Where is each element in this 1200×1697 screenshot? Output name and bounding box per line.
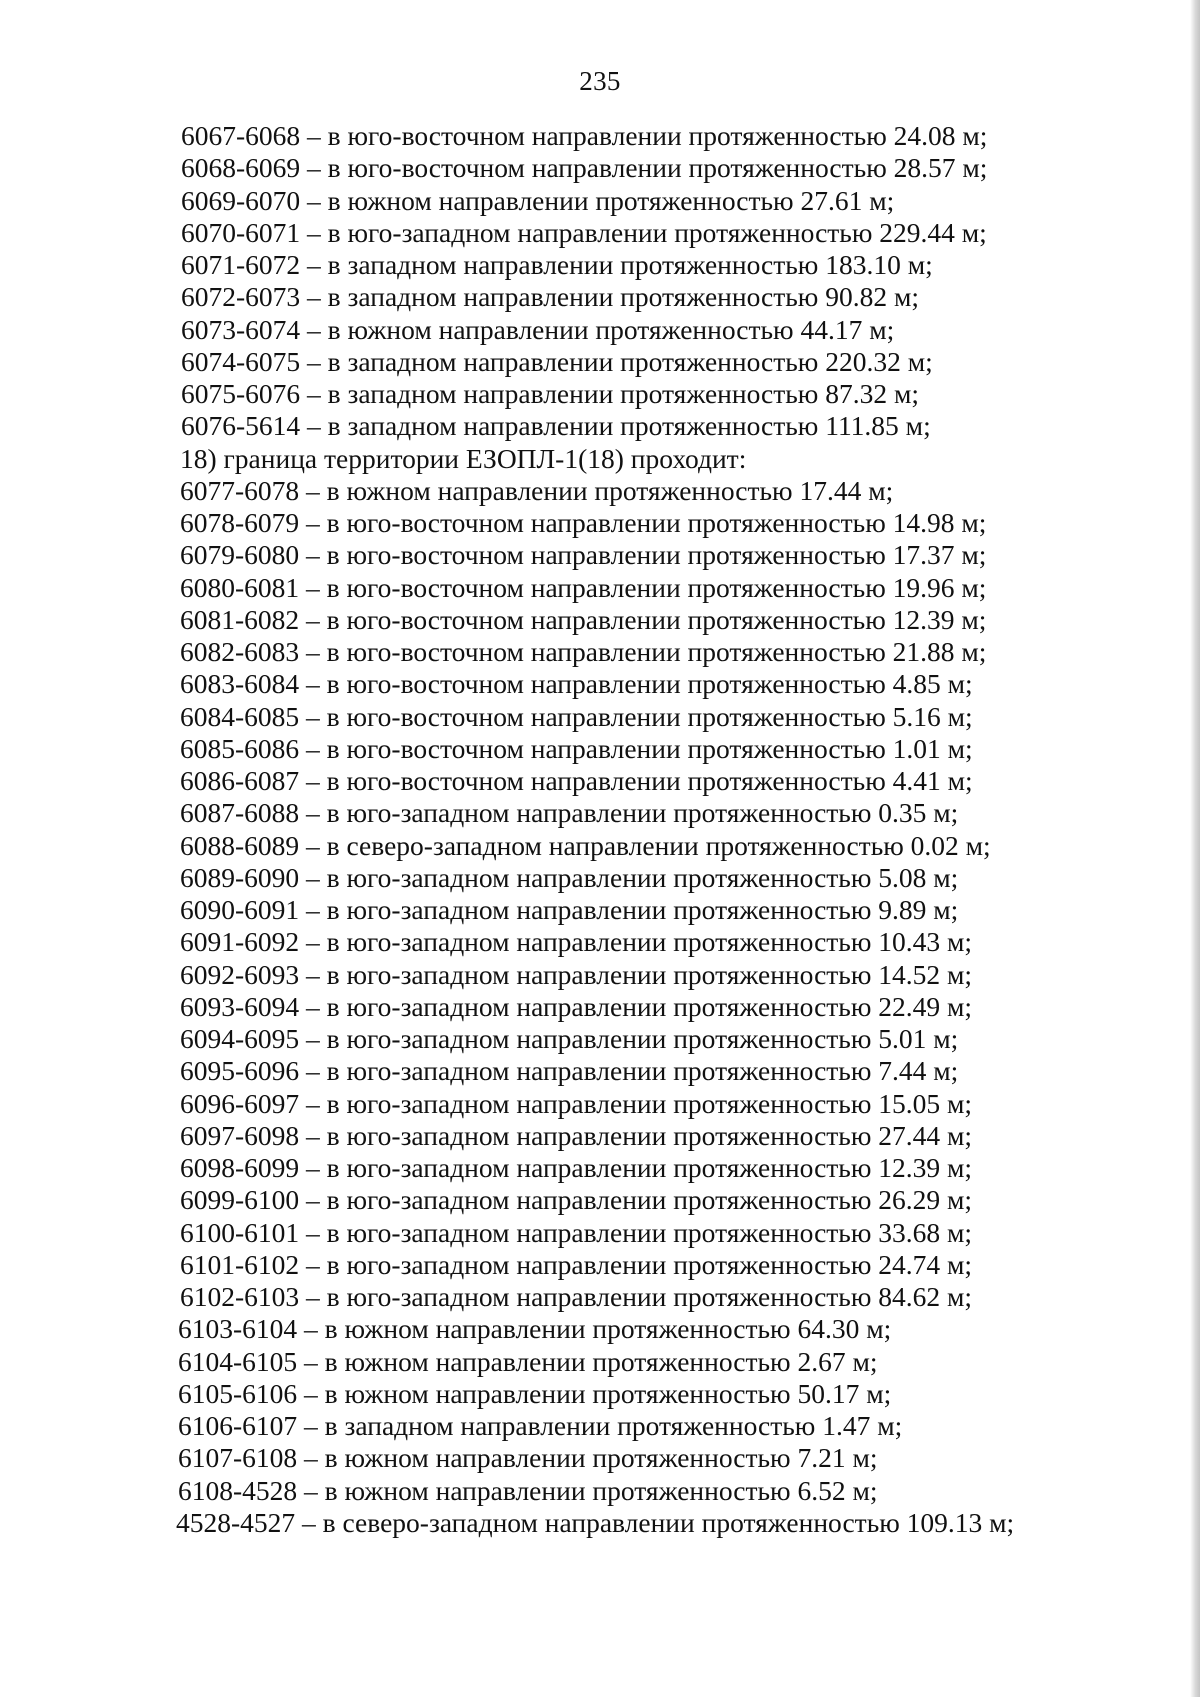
list-item: 6094-6095 – в юго-западном направлении протяженностью 5.01 м; (180, 1023, 959, 1054)
list-item: 6100-6101 – в юго-западном направлении протяженностью 33.68 м; (180, 1216, 973, 1248)
list-item: 6083-6084 – в юго-восточном направлении протяженностью 4.85 м; (180, 668, 973, 700)
list-item: 6067-6068 – в юго-восточном направлении протяженностью 24.08 м; (181, 120, 988, 151)
list-item: 6106-6107 – в западном направлении протяженностью 1.47 м; (178, 1410, 903, 1441)
list-item: 6086-6087 – в юго-восточном направлении протяженностью 4.41 м; (180, 765, 973, 796)
list-item: 6080-6081 – в юго-восточном направлении протяженностью 19.96 м; (180, 571, 987, 603)
list-item: 6099-6100 – в юго-западном направлении протяженностью 26.29 м; (180, 1184, 973, 1216)
list-item: 6085-6086 – в юго-восточном направлении протяженностью 1.01 м; (180, 732, 973, 764)
list-item: 6108-4528 – в южном направлении протяженностью 6.52 м; (178, 1474, 878, 1506)
list-item: 6097-6098 – в юго-западном направлении протяженностью 27.44 м; (180, 1119, 973, 1151)
list-item: 6093-6094 – в юго-западном направлении протяженностью 22.49 м; (180, 990, 973, 1022)
list-item: 6081-6082 – в юго-восточном направлении протяженностью 12.39 м; (180, 603, 987, 635)
list-item: 6070-6071 – в юго-западном направлении протяженностью 229.44 м; (181, 216, 987, 248)
list-item: 6074-6075 – в западном направлении протяженностью 220.32 м; (181, 345, 933, 377)
page-number: 235 (579, 66, 621, 96)
list-item: 6073-6074 – в южном направлении протяженностью 44.17 м; (181, 313, 895, 345)
list-item: 6091-6092 – в юго-западном направлении протяженностью 10.43 м; (180, 926, 973, 958)
list-item: 6105-6106 – в южном направлении протяженностью 50.17 м; (178, 1377, 892, 1409)
list-item: 6068-6069 – в юго-восточном направлении протяженностью 28.57 м; (181, 152, 988, 184)
list-item: 6101-6102 – в юго-западном направлении протяженностью 24.74 м; (180, 1248, 973, 1280)
list-item: 4528-4527 – в северо-западном направлении протяженностью 109.13 м; (176, 1506, 1015, 1538)
boundary-description-list (0, 120, 1200, 1539)
list-item: 6096-6097 – в юго-западном направлении протяженностью 15.05 м; (180, 1087, 973, 1119)
list-item: 6098-6099 – в юго-западном направлении протяженностью 12.39 м; (180, 1152, 973, 1183)
list-item: 6104-6105 – в южном направлении протяженностью 2.67 м; (178, 1345, 878, 1377)
list-item: 6069-6070 – в южном направлении протяженностью 27.61 м; (181, 184, 895, 216)
list-item: 6071-6072 – в западном направлении протяженностью 183.10 м; (181, 249, 933, 280)
list-item: 6082-6083 – в юго-восточном направлении протяженностью 21.88 м; (180, 636, 987, 667)
list-item: 6088-6089 – в северо-западном направлении протяженностью 0.02 м; (180, 829, 991, 861)
list-item: 6103-6104 – в южном направлении протяженностью 64.30 м; (178, 1313, 892, 1345)
list-item: 6078-6079 – в юго-восточном направлении протяженностью 14.98 м; (180, 507, 987, 538)
list-item: 6087-6088 – в юго-западном направлении протяженностью 0.35 м; (180, 797, 959, 829)
list-item: 6076-5614 – в западном направлении протяженностью 111.85 м; (181, 410, 931, 442)
list-item: 6079-6080 – в юго-восточном направлении протяженностью 17.37 м; (180, 539, 987, 571)
list-item: 6092-6093 – в юго-западном направлении протяженностью 14.52 м; (180, 958, 973, 990)
list-item: 6090-6091 – в юго-западном направлении протяженностью 9.89 м; (180, 894, 959, 925)
list-item: 6102-6103 – в юго-западном направлении протяженностью 84.62 м; (180, 1281, 973, 1312)
list-item: 6095-6096 – в юго-западном направлении протяженностью 7.44 м; (180, 1055, 959, 1087)
list-item: 6084-6085 – в юго-восточном направлении протяженностью 5.16 м; (180, 700, 973, 732)
list-item: 6075-6076 – в западном направлении протяженностью 87.32 м; (181, 378, 920, 409)
list-item: 6089-6090 – в юго-западном направлении протяженностью 5.08 м; (180, 861, 959, 893)
list-item: 6107-6108 – в южном направлении протяженностью 7.21 м; (178, 1442, 878, 1474)
list-item: 6077-6078 – в южном направлении протяженностью 17.44 м; (180, 474, 894, 506)
section-heading: 18) граница территории ЕЗОПЛ-1(18) проходит: (180, 442, 747, 474)
list-item: 6072-6073 – в западном направлении протяженностью 90.82 м; (181, 281, 920, 313)
